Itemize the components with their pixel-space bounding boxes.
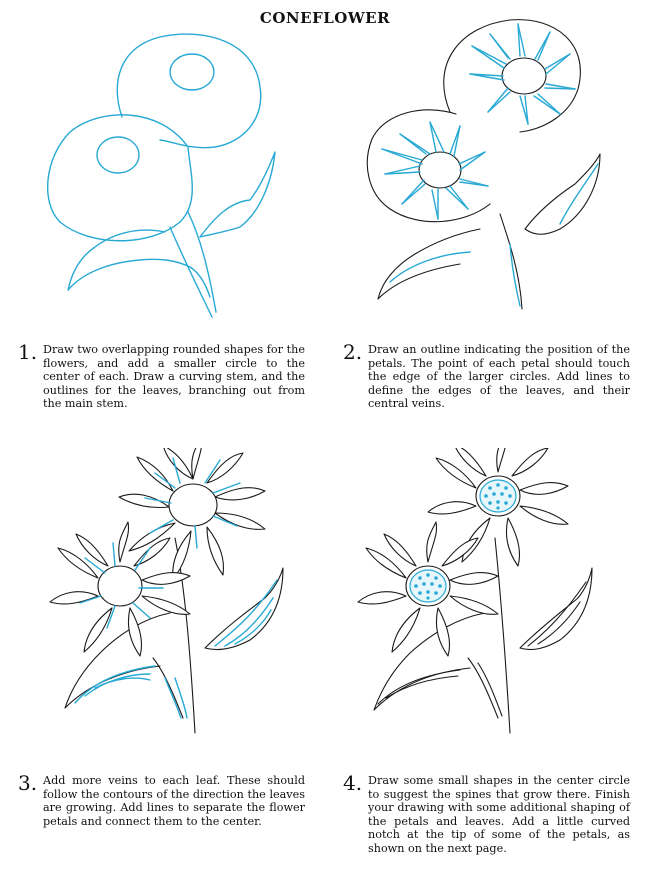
step-number: 2. <box>343 340 363 364</box>
step-4-illustration <box>350 448 610 738</box>
cone-spines-top <box>480 480 516 512</box>
step-1-illustration <box>40 22 320 322</box>
step-3-illustration <box>45 448 305 738</box>
cone-spines-bottom <box>410 570 446 602</box>
step-number: 4. <box>343 771 363 795</box>
step-number: 3. <box>18 771 38 795</box>
step-instructions: Draw some small shapes in the center circle to suggest the spines that grow there. Finish your drawing with some additional shaping of the petals and leaves. Add a little curved notch at the tip of some of the petals, as shown on the next page. <box>368 774 630 855</box>
step-instructions: Draw two overlapping rounded shapes for the flowers, and add a smaller circle to the center of each. Draw a curving stem, and the outlines for the leaves, branching out from the main stem. <box>43 343 305 411</box>
step-instructions: Add more veins to each leaf. These should follow the contours of the direction the leaves are growing. Add lines to separate the flower petals and connect them to the center. <box>43 774 305 828</box>
step-number: 1. <box>18 340 38 364</box>
step-instructions: Draw an outline indicating the position of the petals. The point of each petal should touch the edge of the larger circles. Add lines to define the edges of the leaves, and their central veins. <box>368 343 630 411</box>
page-title: CONEFLOWER <box>259 9 391 27</box>
step-2-illustration <box>360 14 620 314</box>
